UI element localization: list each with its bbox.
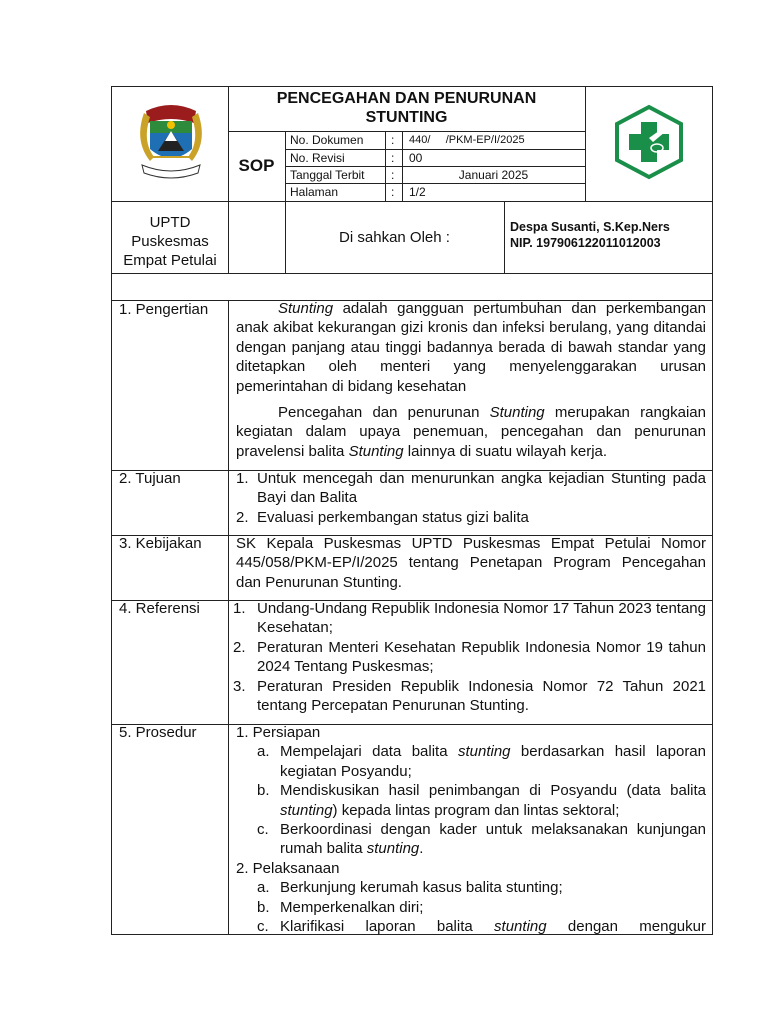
meta-sep: :: [391, 133, 395, 147]
kebijakan-text: SK Kepala Puskesmas UPTD Puskesmas Empat Petulai Nomor 445/058/PKM-EP/I/2025 tentang Penetapan Program Pencegahan dan Penurunan Stunting.: [236, 535, 706, 591]
prosedur-step-pelaksanaan: 2. Pelaksanaan: [236, 859, 340, 877]
section-label-prosedur: 5. Prosedur: [119, 724, 197, 741]
referensi-list: [233, 599, 706, 715]
divider: [402, 131, 403, 201]
prosedur-list: [236, 723, 706, 935]
meta-value-tanggal-terbit: Januari 2025: [458, 168, 529, 182]
section-label-referensi: 4. Referensi: [119, 600, 200, 617]
approver-name: Despa Susanti, S.Kep.Ners: [510, 220, 670, 234]
list-item: b. Memperkenalkan diri;: [257, 898, 424, 916]
divider: [504, 201, 505, 273]
puskesmas-logo-icon: [613, 104, 685, 180]
list-item: c. Klarifikasi laporan balita stunting dengan mengukur: [257, 918, 706, 935]
meta-label-no-revisi: No. Revisi: [290, 151, 345, 165]
organization-name-line2: Empat Petulai: [123, 252, 217, 269]
list-item: b. Mendiskusikan hasil penimbangan di Posyandu (data balita stunting) kepada lintas program dan lintas sektoral;: [257, 782, 706, 819]
list-item: 2. Peraturan Menteri Kesehatan Republik Indonesia Nomor 19 tahun 2024 Tentang Puskesmas;: [233, 638, 706, 676]
list-item: c. Berkoordinasi dengan kader untuk melaksanakan kunjungan rumah balita stunting.: [257, 821, 706, 858]
meta-value-no-dokumen: 440/ /PKM-EP/I/2025: [409, 134, 525, 146]
divider: [585, 87, 586, 201]
section-label-tujuan: 2. Tujuan: [119, 470, 181, 487]
meta-value-no-revisi: 00: [409, 151, 423, 165]
sop-document-frame: [111, 86, 713, 935]
section-label-pengertian: 1. Pengertian: [119, 301, 209, 318]
approver-nip: NIP. 197906122011012003: [510, 236, 661, 250]
regional-coat-of-arms-icon: [132, 101, 210, 183]
section-label-kebijakan: 3. Kebijakan: [119, 535, 202, 552]
meta-sep: :: [391, 151, 395, 165]
list-item: 2. Evaluasi perkembangan status gizi balita: [236, 508, 529, 526]
list-item: a. Mempelajari data balita stunting berdasarkan hasil laporan kegiatan Posyandu;: [257, 743, 706, 780]
organization-name-line1: UPTD Puskesmas: [131, 214, 209, 250]
divider: [112, 273, 713, 274]
meta-label-halaman: Halaman: [290, 185, 339, 199]
meta-sep: :: [391, 185, 395, 199]
meta-sep: :: [391, 168, 395, 182]
prosedur-step-persiapan: 1. Persiapan: [236, 724, 321, 741]
divider: [228, 300, 229, 935]
pengertian-paragraph-2: Pencegahan dan penurunan Stunting merupakan rangkaian kegiatan dalam upaya penemuan, pencegahan dan penurunan pravelensi balita Stunting lainnya di suatu wilayah kerja.: [236, 404, 706, 460]
tujuan-list: [236, 469, 706, 527]
list-item: 3. Peraturan Presiden Republik Indonesia Nomor 72 Tahun 2021 tentang Percepatan Penurunan Stunting.: [233, 677, 706, 715]
meta-value-halaman: 1/2: [409, 185, 426, 199]
meta-label-no-dokumen: No. Dokumen: [290, 133, 364, 147]
pengertian-paragraph-1: Stunting adalah gangguan pertumbuhan dan perkembangan anak akibat kekurangan gizi kronis dan infeksi berulang, yang ditandai dengan panjang atau tinggi badannya berada di bawah standar yang ditetapkan oleh menteri yang menyelenggarakan urusan pemerintahan di bidang kesehatan: [236, 300, 706, 395]
list-item: 1. Undang-Undang Republik Indonesia Nomor 17 Tahun 2023 tentang Kesehatan;: [233, 600, 706, 637]
divider: [385, 131, 386, 201]
approved-by-label: Di sahkan Oleh :: [339, 228, 450, 246]
sop-label: SOP: [238, 156, 275, 175]
meta-label-tanggal-terbit: Tanggal Terbit: [290, 168, 365, 182]
document-title-line1: PENCEGAHAN DAN PENURUNAN: [276, 90, 537, 107]
document-title-line2: STUNTING: [365, 109, 448, 126]
list-item: 1. Untuk mencegah dan menurunkan angka kejadian Stunting pada Bayi dan Balita: [236, 470, 706, 507]
list-item: a. Berkunjung kerumah kasus balita stunting;: [257, 879, 563, 897]
